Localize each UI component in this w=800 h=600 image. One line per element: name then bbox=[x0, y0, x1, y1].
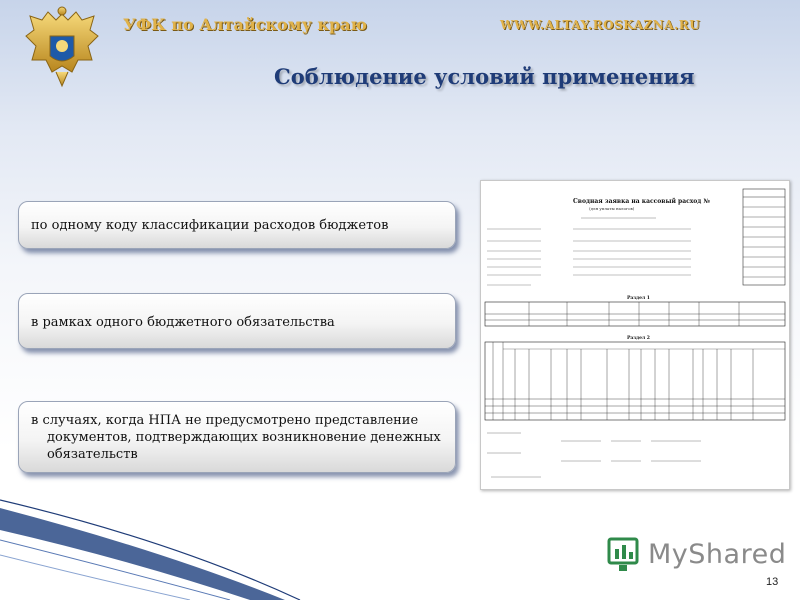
form-drawing bbox=[481, 181, 789, 489]
form-document-image bbox=[480, 180, 790, 490]
slide-title: Соблюдение условий применения bbox=[274, 64, 695, 89]
condition-box-1 bbox=[18, 201, 456, 249]
condition-box-3 bbox=[18, 401, 456, 473]
org-name: УФК по Алтайскому краю bbox=[123, 15, 367, 34]
condition-text: в рамках одного бюджетного обязательства bbox=[31, 315, 335, 330]
form-section-2: Раздел 2 bbox=[627, 336, 650, 341]
org-website-link[interactable]: WWW.ALTAY.ROSKAZNA.RU bbox=[500, 18, 701, 32]
form-subheading: (для уплаты налогов) bbox=[589, 206, 635, 211]
myshared-logo-text: MyShared bbox=[648, 539, 787, 570]
treasury-emblem-icon bbox=[22, 6, 102, 90]
form-heading: Сводная заявка на кассовый расход № bbox=[573, 198, 710, 205]
page-number: 13 bbox=[766, 576, 779, 588]
condition-text: в случаях, когда НПА не предусмотрено представление документов, подтверждающих возникновение денежных обязательств bbox=[31, 413, 441, 462]
decorative-lines bbox=[0, 480, 320, 600]
condition-text: по одному коду классификации расходов бюджетов bbox=[31, 218, 389, 233]
form-section-1: Раздел 1 bbox=[627, 296, 650, 301]
myshared-logo-icon bbox=[605, 535, 645, 575]
condition-box-2 bbox=[18, 293, 456, 349]
